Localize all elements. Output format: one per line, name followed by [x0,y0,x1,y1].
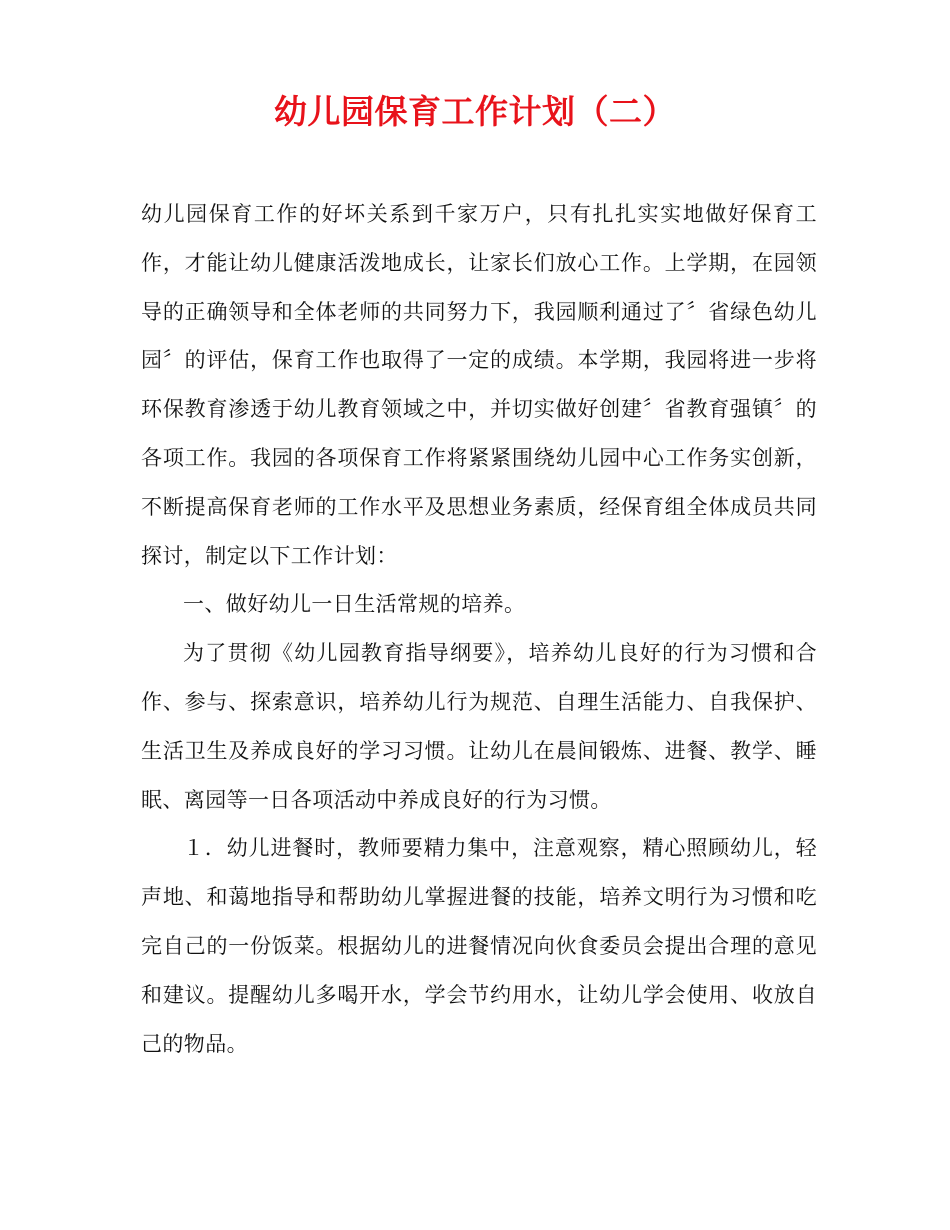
section-heading-1: 一、做好幼儿一日生活常规的培养。 [183,592,526,617]
document-title: 幼儿园保育工作计划（二） [274,92,676,131]
item-1-paragraph: １．幼儿进餐时，教师要精力集中，注意观察，精心照顾幼儿，轻声地、和蔼地指导和帮助幼儿掌握进餐的技能，培养文明行为习惯和吃完自己的一份饭菜。根据幼儿的进餐情况向伙食委员会提出合理的意见和建议。提醒幼儿多喝开水，学会节约用水，让幼儿学会使用、收放自己的物品。 [141,836,817,1056]
intro-paragraph: 幼儿园保育工作的好坏关系到千家万户，只有扎扎实实地做好保育工作，才能让幼儿健康活泼地成长，让家长们放心工作。上学期，在园领导的正确领导和全体老师的共同努力下，我园顺利通过了〞省绿色幼儿园〞的评估，保育工作也取得了一定的成绩。本学期，我园将进一步将环保教育渗透于幼儿教育领域之中，并切实做好创建〞省教育强镇〞的各项工作。我园的各项保育工作将紧紧围绕幼儿园中心工作务实创新，不断提高保育老师的工作水平及思想业务素质，经保育组全体成员共同探讨，制定以下工作计划： [141,202,817,568]
section-1-paragraph: 为了贯彻《幼儿园教育指导纲要》，培养幼儿良好的行为习惯和合作、参与、探索意识，培养幼儿行为规范、自理生活能力、自我保护、生活卫生及养成良好的学习习惯。让幼儿在晨间锻炼、进餐、教学、睡眠、离园等一日各项活动中养成良好的行为习惯。 [141,641,817,812]
document-body [141,190,817,1068]
